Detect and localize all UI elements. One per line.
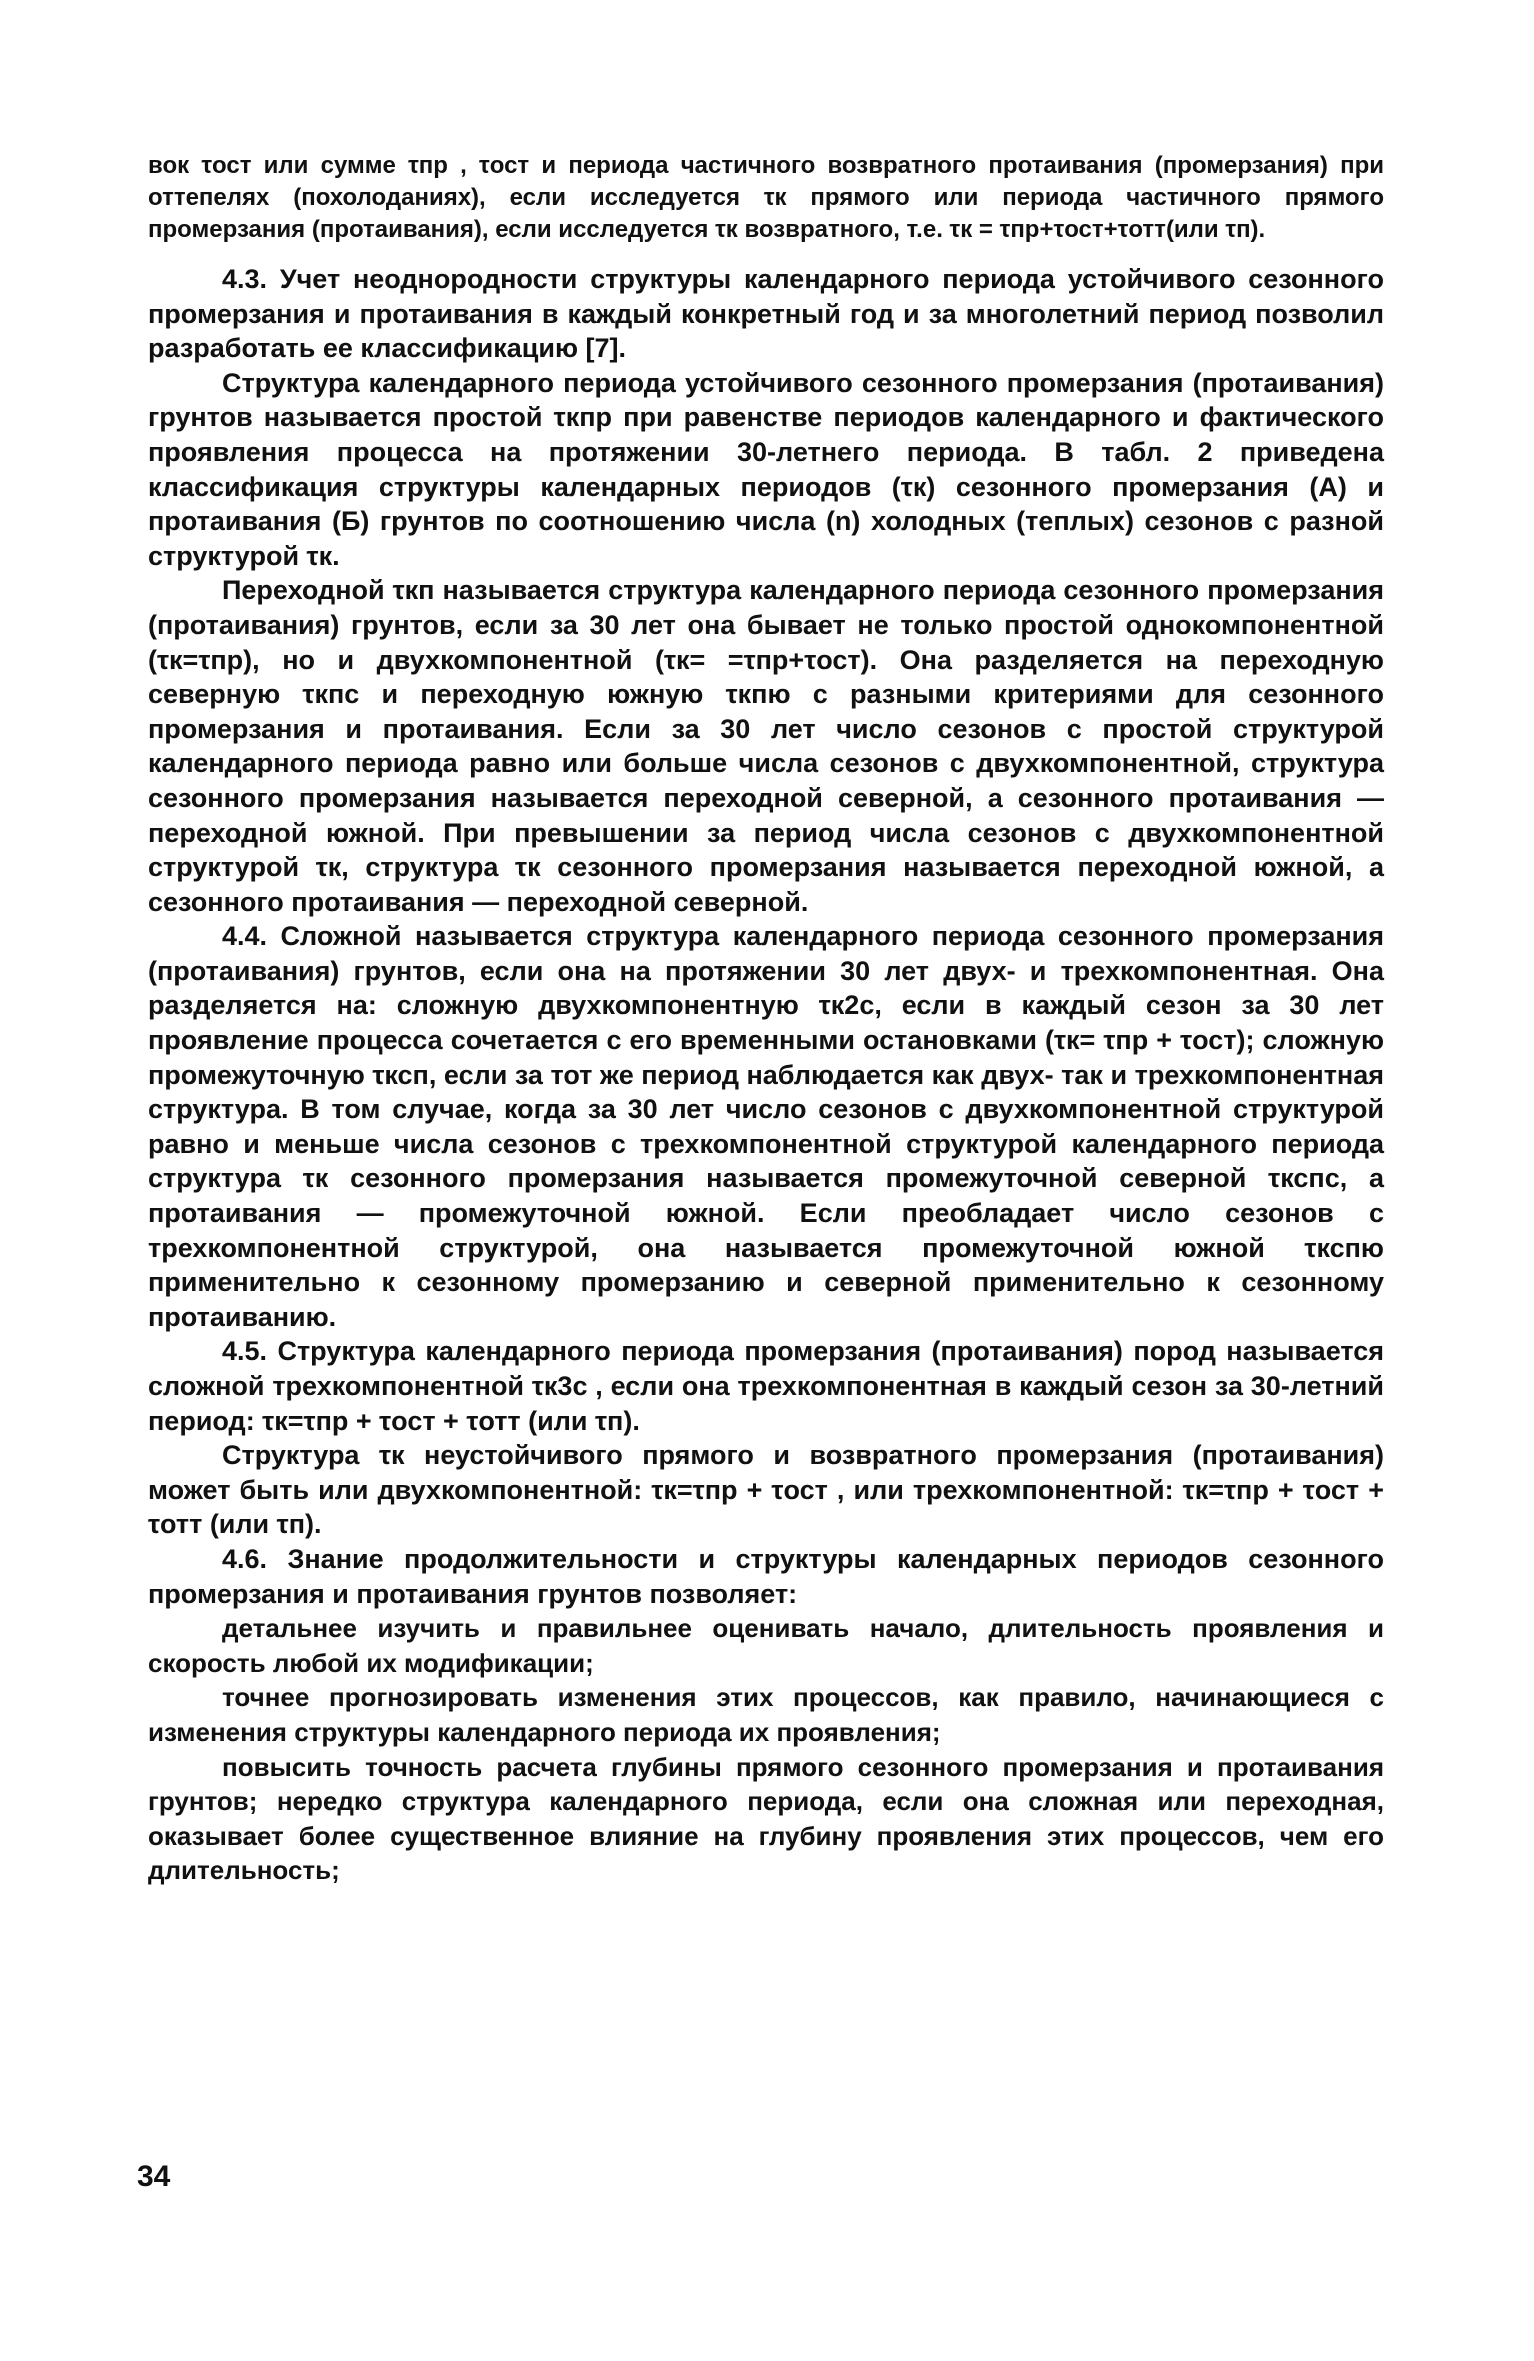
paragraph-unstable-structure: Структура τк неустойчивого прямого и возвратного промерзания (протаивания) может быть или двухкомпонентной: τк=τпр + τост , или трехкомпонентной: τк=τпр + τост + τотт (или τп). [148,1440,1384,1540]
page-body [148,150,1384,1888]
paragraph-4-4: 4.4. Сложной называется структура календарного периода сезонного промерзания (протаивания) грунтов, если она на протяжении 30 лет двух- и трехкомпонентная. Она разделяется на: сложную двухкомпонентную τк2с, если в каждый сезон за 30 лет проявление процесса сочетается с его временными остановками (τк= τпр + τост); сложную промежуточную τксп, если за тот же период наблюдается как двух- так и трехкомпонентная структура. В том случае, когда за 30 лет число сезонов с двухкомпонентной структурой равно и меньше числа сезонов с трехкомпонентной структурой календарного периода структура τк сезонного промерзания называется промежуточной северной τкспс, а протаивания — промежуточной южной. Если преобладает число сезонов с трехкомпонентной структурой, она называется промежуточной южной τкспю применительно к сезонному промерзанию и северной применительно к сезонному протаиванию. [148,921,1384,1332]
paragraph-4-5: 4.5. Структура календарного периода промерзания (протаивания) пород называется сложной трехкомпонентной τк3с , если она трехкомпонентная в каждый сезон за 30-летний период: τк=τпр + τост + τотт (или τп). [148,1336,1384,1436]
paragraph-4-3: 4.3. Учет неоднородности структуры календарного периода устойчивого сезонного промерзания и протаивания в каждый конкретный год и за многолетний период позволил разработать ее классификацию [7]. [148,264,1384,364]
page-number: 34 [137,2160,171,2193]
list-item-forecast: точнее прогнозировать изменения этих процессов, как правило, начинающиеся с изменения структуры календарного периода их проявления; [148,1682,1384,1747]
paragraph-4-6: 4.6. Знание продолжительности и структуры календарных периодов сезонного промерзания и протаивания грунтов позволяет: [148,1543,1384,1609]
list-item-study: детальнее изучить и правильнее оценивать начало, длительность проявления и скорость любой их модификации; [148,1613,1384,1678]
paragraph-transitional-structure: Переходной τкп называется структура календарного периода сезонного промерзания (протаивания) грунтов, если за 30 лет она бывает не только простой однокомпонентной (τк=τпр), но и двухкомпонентной (τк= =τпр+τост). Она разделяется на переходную северную τкпс и переходную южную τкпю с разными критериями для сезонного промерзания и протаивания. Если за 30 лет число сезонов с простой структурой календарного периода равно или больше числа сезонов с двухкомпонентной, структура сезонного промерзания называется переходной северной, а сезонного протаивания — переходной южной. При превышении за период числа сезонов с двухкомпонентной структурой τк, структура τк сезонного промерзания называется переходной южной, а сезонного протаивания — переходной северной. [148,575,1384,917]
paragraph-simple-structure: Структура календарного периода устойчивого сезонного промерзания (протаивания) грунтов называется простой τкпр при равенстве периодов календарного и фактического проявления процесса на протяжении 30-летнего периода. В табл. 2 приведена классификация структуры календарных периодов (τк) сезонного промерзания (А) и протаивания (Б) грунтов по соотношению числа (n) холодных (теплых) сезонов с разной структурой τк. [148,367,1384,571]
paragraph-continuation: вок τост или сумме τпр , τост и периода частичного возвратного протаивания (промерзания) при оттепелях (похолоданиях), если исследуется τк прямого или периода частичного прямого промерзания (протаивания), если исследуется τк возвратного, т.е. τк = τпр+τост+τотт(или τп). [148,152,1384,243]
list-item-accuracy: повысить точность расчета глубины прямого сезонного промерзания и протаивания грунтов; нередко структура календарного периода, если она сложная или переходная, оказывает более существенное влияние на глубину проявления этих процессов, чем его длительность; [148,1751,1384,1886]
